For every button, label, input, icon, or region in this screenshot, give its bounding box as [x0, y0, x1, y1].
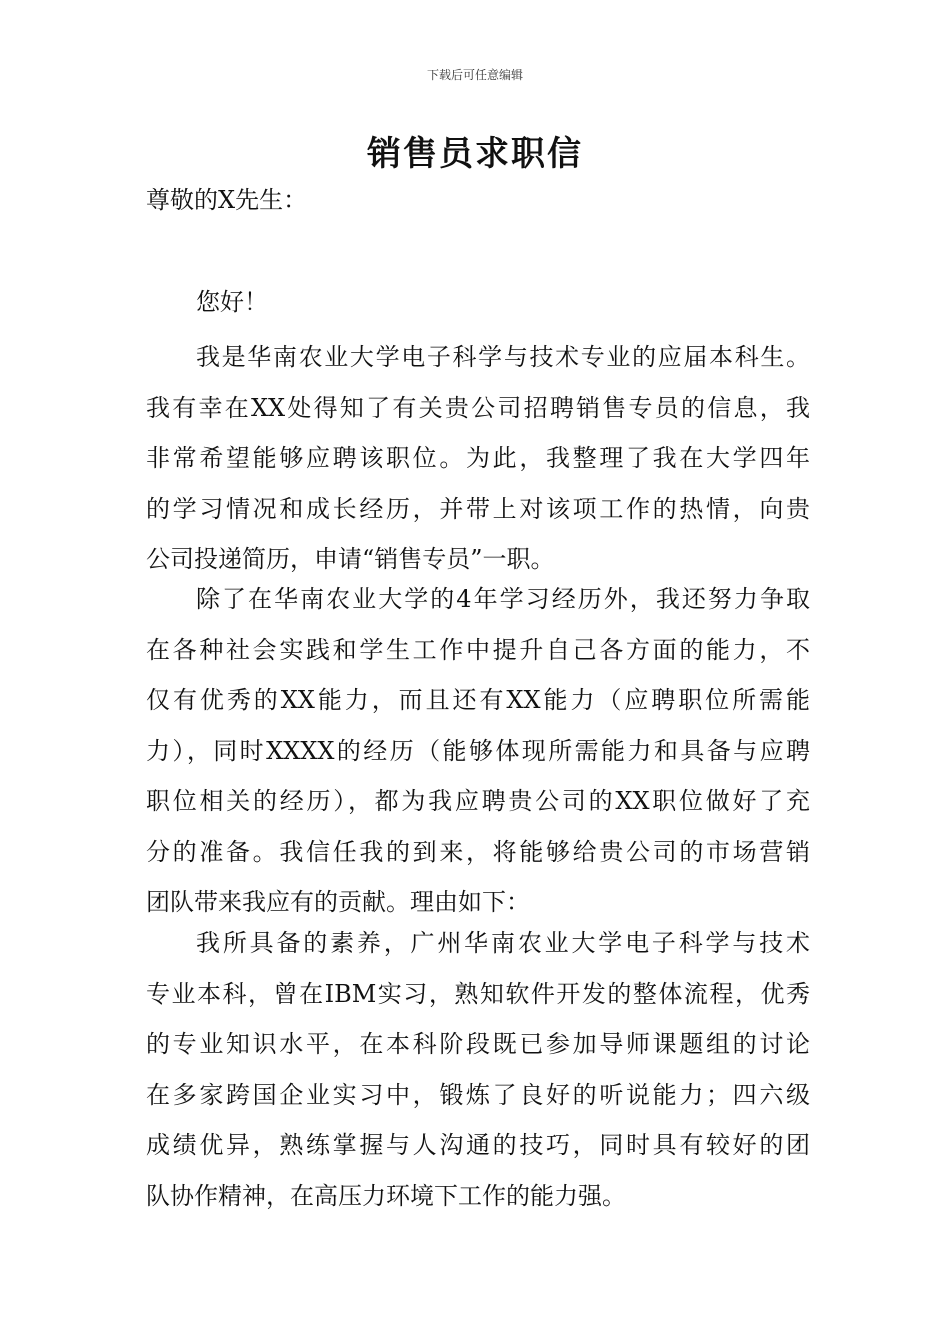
paragraph-line: 专业本科，曾在IBM实习，熟知软件开发的整体流程，优秀 — [146, 979, 810, 1008]
paragraph-line: 我是华南农业大学电子科学与技术专业的应届本科生。 — [196, 343, 810, 371]
paragraph-1 — [146, 332, 810, 585]
paragraph-line: 的学习情况和成长经历，并带上对该项工作的热情，向贵 — [146, 494, 810, 523]
paragraph-line: 在各种社会实践和学生工作中提升自己各方面的能力，不 — [146, 635, 810, 664]
greeting: 您好！ — [196, 288, 268, 316]
paragraph-3 — [146, 918, 810, 1221]
page-title: 销售员求职信 — [367, 134, 583, 174]
paragraph-2 — [146, 574, 810, 928]
header-note: 下载后可任意编辑 — [426, 68, 523, 82]
paragraph-line: 职位相关的经历），都为我应聘贵公司的XX职位做好了充 — [146, 787, 810, 815]
paragraph-line: 的专业知识水平，在本科阶段既已参加导师课题组的讨论 — [146, 1030, 810, 1058]
paragraph-line: 公司投递简历，申请“销售专员”一职。 — [146, 545, 555, 573]
paragraph-line: 非常希望能够应聘该职位。为此，我整理了我在大学四年 — [146, 444, 810, 472]
paragraph-line: 力），同时XXXX的经历（能够体现所需能力和具备与应聘 — [146, 736, 810, 765]
salutation: 尊敬的X先生： — [146, 186, 308, 214]
paragraph-line: 成绩优异，熟练掌握与人沟通的技巧，同时具有较好的团 — [146, 1131, 810, 1159]
paragraph-line: 我有幸在XX处得知了有关贵公司招聘销售专员的信息，我 — [146, 393, 810, 422]
paragraph-line: 队协作精神，在高压力环境下工作的能力强。 — [146, 1181, 626, 1210]
paragraph-line: 我所具备的素养，广州华南农业大学电子科学与技术 — [196, 929, 810, 957]
paragraph-line: 除了在华南农业大学的4年学习经历外，我还努力争取 — [196, 585, 810, 613]
paragraph-line: 仅有优秀的XX能力，而且还有XX能力（应聘职位所需能 — [146, 686, 810, 714]
paragraph-line: 团队带来我应有的贡献。理由如下： — [146, 888, 530, 916]
paragraph-line: 分的准备。我信任我的到来，将能够给贵公司的市场营销 — [146, 837, 810, 866]
paragraph-line: 在多家跨国企业实习中，锻炼了良好的听说能力；四六级 — [146, 1080, 810, 1109]
